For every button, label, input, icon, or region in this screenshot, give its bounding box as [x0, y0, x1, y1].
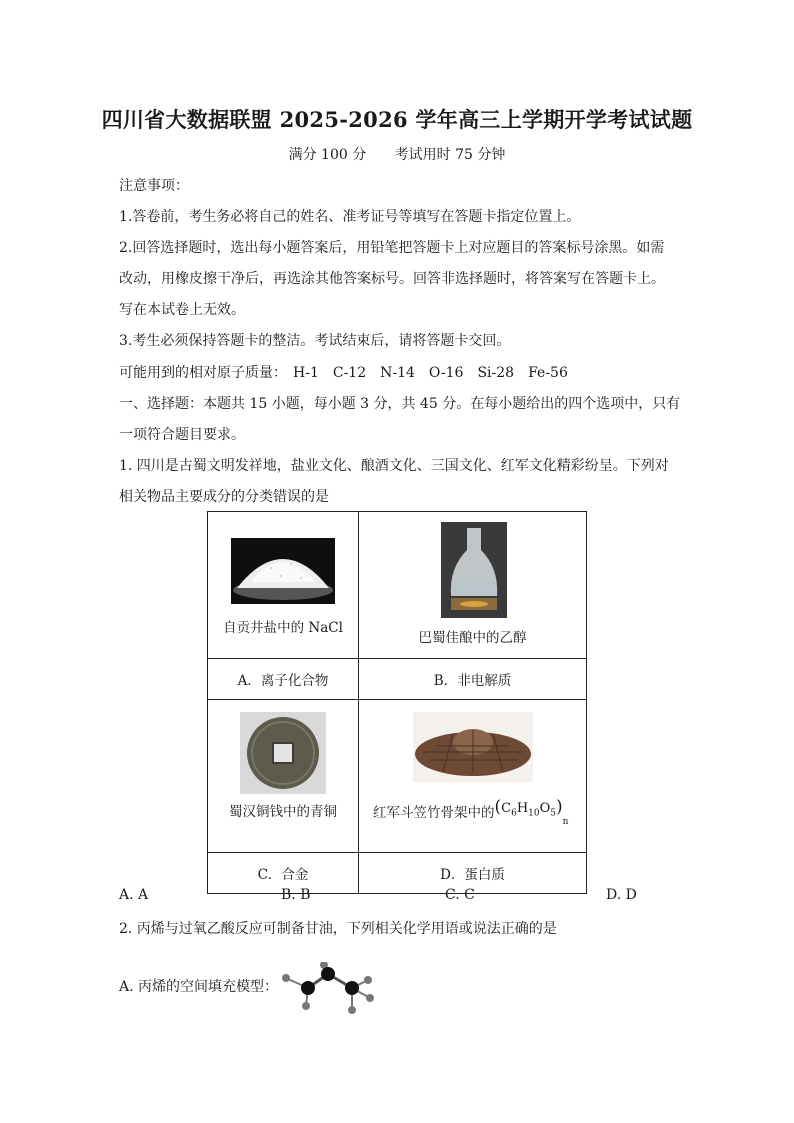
cell-coin — [208, 700, 359, 853]
section-1-heading-cont: 一项符合题目要求。 — [119, 427, 245, 443]
formula-open-paren: ( — [494, 797, 502, 818]
exam-info — [0, 144, 794, 164]
cellulose-formula — [494, 797, 569, 827]
atomic-mass-line — [119, 366, 679, 381]
caption-a: 自贡井盐中的 NaCl — [223, 620, 343, 636]
note-2-line-3: 写在本试卷上无效。 — [119, 302, 245, 318]
formula-h-sub: 10 — [528, 809, 540, 819]
caption-b: 巴蜀佳酿中的乙醇 — [418, 630, 527, 646]
note-1: 1.答卷前，考生务必将自己的姓名、准考证号等填写在答题卡指定位置上。 — [119, 209, 581, 225]
mass-n: N-14 — [380, 365, 415, 381]
full-score: 满分 100 分 — [288, 147, 367, 163]
option-d: D．蛋白质 — [359, 853, 587, 894]
formula-c-sub: 6 — [511, 809, 517, 819]
caption-c: 蜀汉铜钱中的青铜 — [229, 804, 337, 820]
section-1-heading: 一、选择题：本题共 15 小题，每小题 3 分，共 45 分。在每小题给出的四个选项中，只有 — [119, 396, 681, 412]
exam-time: 考试用时 75 分钟 — [394, 147, 506, 163]
propene-space-filling-model — [280, 962, 380, 1018]
caption-d — [371, 797, 586, 827]
cell-hat — [359, 700, 587, 853]
mass-fe: Fe-56 — [528, 365, 568, 381]
formula-close-paren: ) — [556, 797, 563, 818]
hat-photo — [413, 712, 533, 782]
formula-o: O — [539, 801, 551, 817]
choice-a[interactable]: A. A — [119, 887, 149, 903]
formula-c: C — [501, 801, 512, 817]
notes-heading: 注意事项： — [119, 178, 189, 194]
question-2-stem: 2. 丙烯与过氧乙酸反应可制备甘油，下列相关化学用语或说法正确的是 — [119, 921, 557, 937]
question-1-stem: 1. 四川是古蜀文明发祥地，盐业文化、酿酒文化、三国文化、红军文化精彩纷呈。下列对 — [119, 458, 669, 474]
coin-photo — [240, 712, 326, 794]
formula-n: n — [562, 817, 569, 827]
caption-d-text: 红军斗笠竹骨架中的 — [373, 805, 495, 822]
salt-photo — [231, 538, 335, 604]
mass-si: Si-28 — [477, 365, 515, 381]
note-2-line-1: 2.回答选择题时，选出每小题答案后，用铅笔把答题卡上对应题目的答案标号涂黑。如需 — [119, 240, 665, 256]
cell-salt — [208, 512, 359, 659]
option-b: B．非电解质 — [359, 659, 587, 700]
question-2-option-a: A. 丙烯的空间填充模型： — [119, 979, 279, 995]
choice-c[interactable]: C. C — [445, 887, 475, 903]
atomic-mass-label: 可能用到的相对原子质量： — [119, 365, 287, 381]
mass-o: O-16 — [428, 365, 464, 381]
option-c: C．合金 — [208, 853, 359, 894]
note-3: 3.考生必须保持答题卡的整洁。考试结束后，请将答题卡交回。 — [119, 333, 511, 349]
choice-d[interactable]: D. D — [606, 887, 637, 903]
formula-o-sub: 5 — [550, 809, 557, 819]
cell-liquor — [359, 512, 587, 659]
option-a: A．离子化合物 — [208, 659, 359, 700]
question-1-table — [207, 511, 587, 894]
liquor-photo — [441, 522, 507, 618]
choice-b[interactable]: B. B — [281, 887, 311, 903]
page-title: 四川省大数据联盟 2025-2026 学年高三上学期开学考试试题 — [101, 107, 693, 132]
mass-c: C-12 — [332, 365, 367, 381]
note-2-line-2: 改动，用橡皮擦干净后，再选涂其他答案标号。回答非选择题时，将答案写在答题卡上。 — [119, 271, 665, 287]
formula-h: H — [516, 801, 529, 817]
question-1-stem-cont: 相关物品主要成分的分类错误的是 — [119, 489, 329, 505]
mass-h: H-1 — [293, 365, 319, 381]
